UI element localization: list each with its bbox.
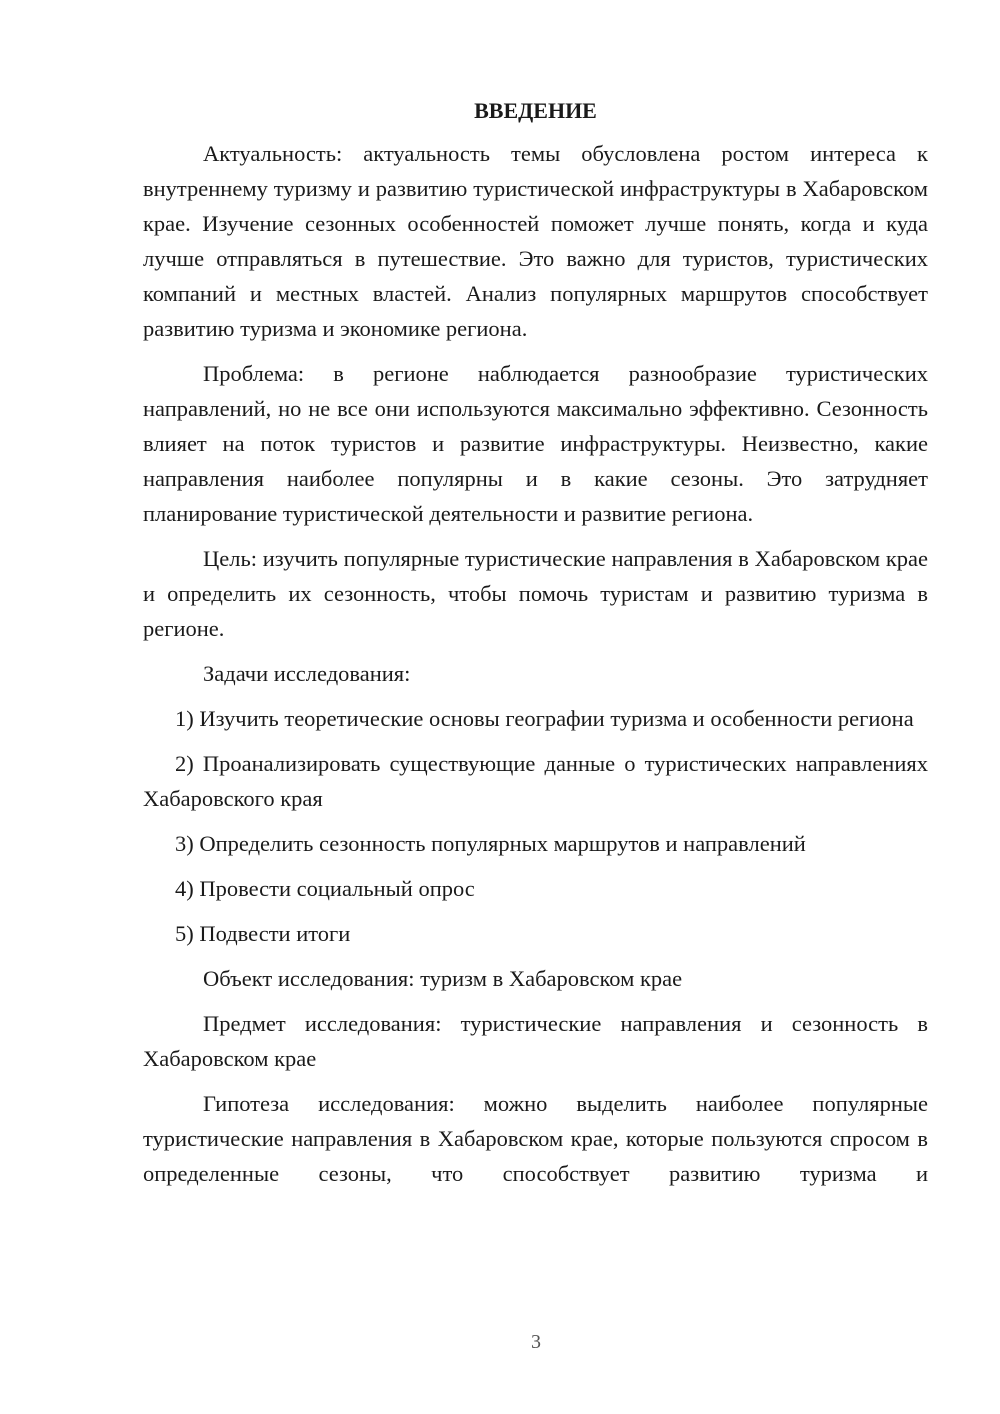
task-item: 1) Изучить теоретические основы географии туризма и особенности региона bbox=[175, 706, 914, 731]
page-title: ВВЕДЕНИЕ bbox=[474, 98, 597, 123]
object-paragraph: Объект исследования: туризм в Хабаровском крае bbox=[203, 966, 683, 991]
problem-paragraph: Проблема: в регионе наблюдается разнообразие туристических направлений, но не все они используются максимально эффективно. Сезонность влияет на поток туристов и развитие инфраструктуры. Неизвестно, какие направления наиболее популярны и в какие сезоны. Это затрудняет планирование туристической деятельности и развитие региона. bbox=[143, 361, 928, 526]
hypothesis-paragraph: Гипотеза исследования: можно выделить наиболее популярные туристические направления в Хабаровском крае, которые пользуются спросом в определенные сезоны, что способствует развитию туризма и bbox=[143, 1091, 928, 1186]
task-item: 4) Провести социальный опрос bbox=[175, 876, 475, 901]
task-item: 2) Проанализировать существующие данные о туристических направлениях Хабаровского края bbox=[143, 751, 928, 811]
tasks-heading: Задачи исследования: bbox=[203, 661, 411, 686]
document-page bbox=[143, 96, 928, 1201]
goal-paragraph: Цель: изучить популярные туристические направления в Хабаровском крае и определить их сезонность, чтобы помочь туристам и развитию туризма в регионе. bbox=[143, 546, 928, 641]
task-item: 3) Определить сезонность популярных маршрутов и направлений bbox=[175, 831, 806, 856]
tasks-list bbox=[143, 701, 928, 951]
relevance-paragraph: Актуальность: актуальность темы обусловлена ростом интереса к внутреннему туризму и развитию туристической инфраструктуры в Хабаровском крае. Изучение сезонных особенностей поможет лучше понять, когда и куда лучше отправляться в путешествие. Это важно для туристов, туристических компаний и местных властей. Анализ популярных маршрутов способствует развитию туризма и экономике региона. bbox=[143, 141, 928, 341]
page-number: 3 bbox=[531, 1331, 541, 1353]
subject-paragraph: Предмет исследования: туристические направления и сезонность в Хабаровском крае bbox=[143, 1011, 928, 1071]
task-item: 5) Подвести итоги bbox=[175, 921, 351, 946]
